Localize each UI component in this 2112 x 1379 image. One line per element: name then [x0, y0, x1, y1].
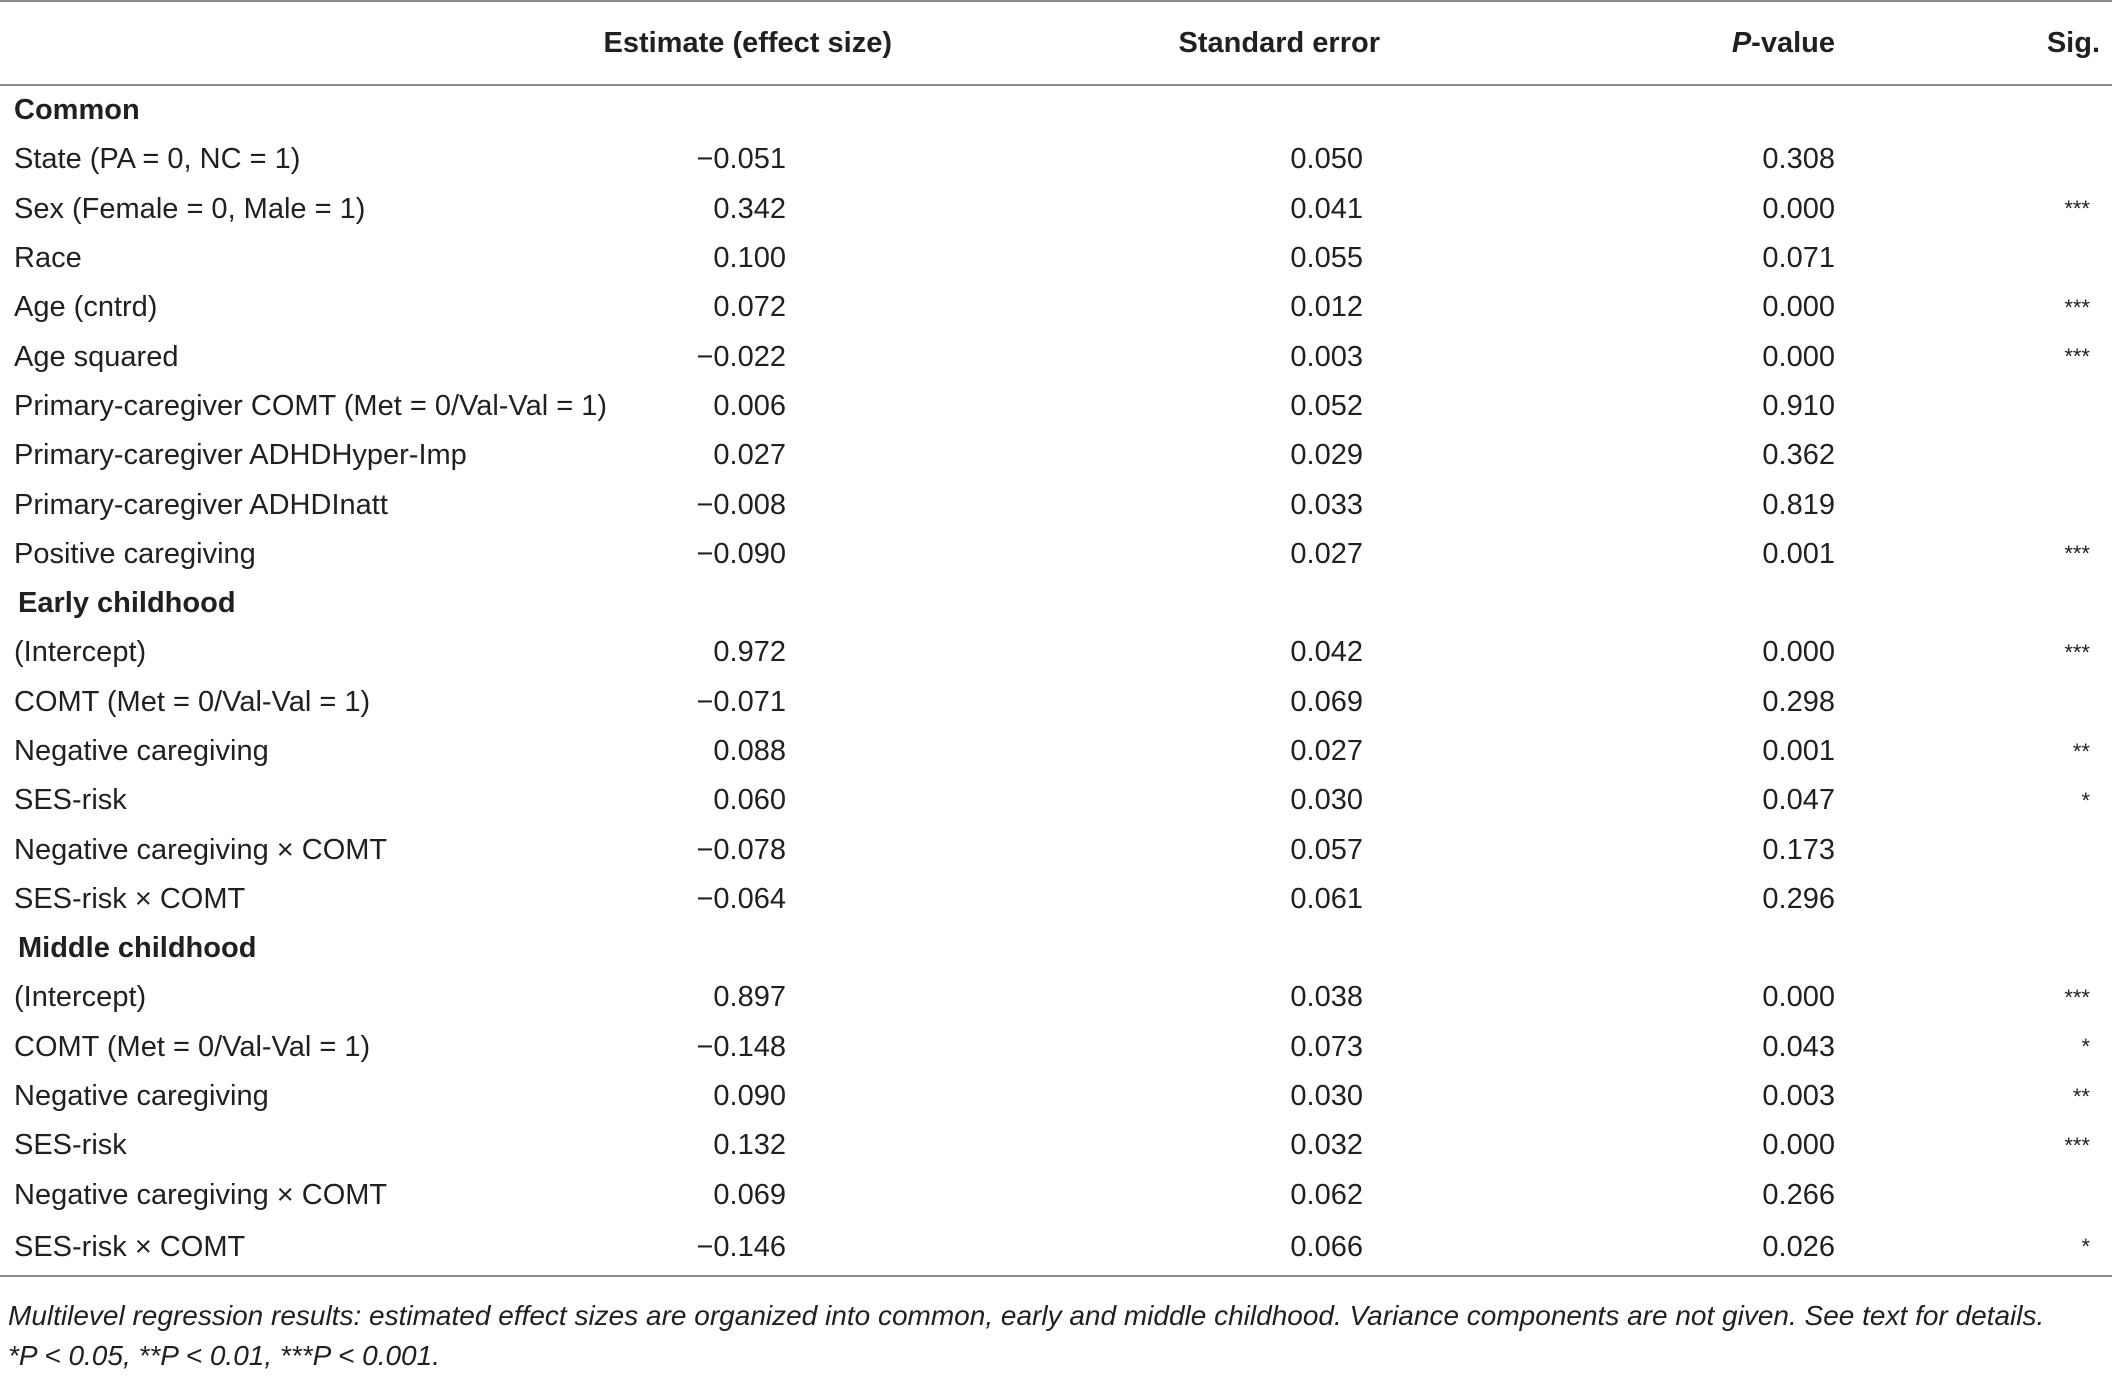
row-p-value: 0.043 — [1762, 1030, 1835, 1063]
row-standard-error: 0.027 — [1290, 735, 1363, 767]
table-row — [0, 1121, 2112, 1170]
row-estimate: 0.100 — [713, 242, 786, 275]
row-significance: *** — [2064, 984, 2090, 1010]
row-label: Negative caregiving — [14, 735, 269, 767]
row-p-value: 0.296 — [1762, 882, 1835, 915]
row-p-value: 0.266 — [1762, 1178, 1835, 1211]
row-significance — [1835, 234, 2112, 283]
row-standard-error: 0.033 — [1290, 488, 1363, 521]
table-row — [0, 727, 2112, 776]
row-significance: *** — [2064, 541, 2090, 567]
row-significance: * — [1835, 1220, 2112, 1276]
row-estimate: −0.051 — [696, 143, 786, 176]
row-p-value: 0.001 — [1762, 537, 1835, 570]
row-label: Race — [14, 242, 82, 275]
section-header-row — [0, 579, 2112, 628]
row-estimate: −0.071 — [696, 685, 786, 718]
row-estimate: −0.008 — [696, 488, 786, 521]
section-title: Middle childhood — [18, 932, 257, 965]
row-significance: *** — [2064, 1132, 2090, 1158]
row-standard-error: 0.062 — [1290, 1178, 1363, 1211]
row-p-value: 0.003 — [1762, 1080, 1835, 1113]
table-row — [0, 431, 2112, 480]
row-estimate: 0.132 — [713, 1129, 786, 1162]
table-row — [0, 628, 2112, 677]
row-significance: *** — [2064, 196, 2090, 222]
table-row — [0, 776, 2112, 825]
row-standard-error: 0.073 — [1290, 1030, 1363, 1063]
row-label: Sex (Female = 0, Male = 1) — [14, 192, 366, 225]
row-p-value: 0.173 — [1762, 833, 1835, 866]
row-estimate: −0.078 — [696, 833, 786, 866]
row-standard-error: 0.038 — [1290, 981, 1363, 1014]
row-label: Primary-caregiver COMT (Met = 0/Val-Val = 1) — [14, 389, 608, 422]
row-estimate: 0.069 — [713, 1178, 786, 1211]
row-estimate: −0.090 — [696, 537, 786, 570]
row-label: State (PA = 0, NC = 1) — [14, 143, 301, 176]
row-significance: * — [2081, 787, 2090, 813]
row-significance — [1835, 480, 2112, 529]
header-estimate: Estimate (effect size) — [600, 1, 1000, 85]
row-label: Negative caregiving × COMT — [14, 1178, 388, 1211]
row-estimate: −0.022 — [696, 340, 786, 373]
row-standard-error: 0.027 — [1290, 537, 1363, 570]
row-p-value: 0.000 — [1762, 636, 1835, 669]
table-row — [0, 678, 2112, 727]
table-row — [0, 1072, 2112, 1121]
header-p-italic: P — [1731, 26, 1752, 59]
row-significance — [1835, 875, 2112, 924]
table-row — [0, 283, 2112, 332]
table-row — [0, 825, 2112, 874]
row-significance — [1835, 678, 2112, 727]
table-row — [0, 1220, 2112, 1276]
row-standard-error: 0.041 — [1290, 192, 1363, 225]
row-label: SES-risk × COMT — [0, 1220, 600, 1276]
row-label: Age (cntrd) — [14, 291, 158, 324]
row-p-value: 0.000 — [1762, 192, 1835, 225]
row-significance — [1835, 382, 2112, 431]
row-standard-error: 0.030 — [1290, 1080, 1363, 1113]
section-title: Early childhood — [18, 587, 236, 620]
row-label: Primary-caregiver ADHDHyper-Imp — [14, 439, 467, 472]
row-estimate: 0.027 — [713, 439, 786, 472]
row-estimate: −0.148 — [696, 1030, 786, 1063]
header-standard-error: Standard error — [1000, 1, 1465, 85]
row-p-value: 0.000 — [1762, 291, 1835, 324]
row-label: Negative caregiving × COMT — [14, 833, 388, 866]
row-standard-error: 0.061 — [1290, 882, 1363, 915]
row-estimate: 0.088 — [713, 735, 786, 767]
row-label: Primary-caregiver ADHDInatt — [14, 488, 388, 521]
row-significance: ** — [2072, 1083, 2090, 1109]
row-standard-error: 0.069 — [1290, 685, 1363, 718]
table-row — [0, 530, 2112, 579]
row-significance — [1835, 431, 2112, 480]
row-p-value: 0.000 — [1762, 1129, 1835, 1162]
row-p-value: 0.000 — [1762, 340, 1835, 373]
row-estimate: 0.072 — [713, 291, 786, 324]
row-standard-error: 0.012 — [1290, 291, 1363, 324]
row-p-value: 0.308 — [1762, 143, 1835, 176]
row-estimate: 0.897 — [713, 981, 786, 1014]
table-row — [0, 1171, 2112, 1220]
section-header-row — [0, 924, 2112, 973]
table-row — [0, 480, 2112, 529]
header-p-value — [1465, 1, 1835, 85]
row-estimate: 0.006 — [713, 389, 786, 422]
row-significance — [1835, 1171, 2112, 1220]
row-label: SES-risk — [14, 1129, 127, 1162]
row-label: (Intercept) — [14, 981, 147, 1014]
row-significance: *** — [2064, 294, 2090, 320]
table-row — [0, 1023, 2112, 1072]
row-standard-error: 0.030 — [1290, 784, 1363, 817]
row-estimate: −0.064 — [696, 882, 786, 915]
row-estimate: −0.146 — [600, 1220, 1000, 1276]
table-header-row — [0, 1, 2112, 85]
row-p-value: 0.362 — [1762, 439, 1835, 472]
row-p-value: 0.001 — [1762, 735, 1835, 767]
row-standard-error: 0.042 — [1290, 636, 1363, 669]
row-label: Negative caregiving — [14, 1080, 269, 1113]
row-p-value: 0.026 — [1465, 1220, 1835, 1276]
row-label: Age squared — [14, 340, 179, 373]
row-standard-error: 0.052 — [1290, 389, 1363, 422]
row-estimate: 0.090 — [713, 1080, 786, 1113]
header-p-rest: -value — [1751, 26, 1835, 59]
row-standard-error: 0.066 — [1000, 1220, 1465, 1276]
header-label — [0, 1, 600, 85]
row-standard-error: 0.032 — [1290, 1129, 1363, 1162]
table-row — [0, 135, 2112, 184]
row-p-value: 0.071 — [1762, 242, 1835, 275]
row-significance — [1835, 135, 2112, 184]
row-significance: * — [2081, 1034, 2090, 1060]
row-label: Positive caregiving — [14, 537, 256, 570]
table-row — [0, 973, 2112, 1022]
table-row — [0, 234, 2112, 283]
table-row — [0, 875, 2112, 924]
row-estimate: 0.060 — [713, 784, 786, 817]
section-header-row — [0, 85, 2112, 135]
row-estimate: 0.342 — [713, 192, 786, 225]
row-label: COMT (Met = 0/Val-Val = 1) — [14, 685, 371, 718]
row-standard-error: 0.029 — [1290, 439, 1363, 472]
header-significance: Sig. — [1835, 1, 2112, 85]
row-standard-error: 0.055 — [1290, 242, 1363, 275]
row-standard-error: 0.057 — [1290, 833, 1363, 866]
row-label: SES-risk — [14, 784, 127, 817]
row-significance: ** — [2072, 738, 2090, 764]
row-p-value: 0.298 — [1762, 685, 1835, 718]
row-label: COMT (Met = 0/Val-Val = 1) — [14, 1030, 371, 1063]
row-p-value: 0.000 — [1762, 981, 1835, 1014]
table-footnote — [8, 1296, 2108, 1376]
row-estimate: 0.972 — [713, 636, 786, 669]
row-p-value: 0.047 — [1762, 784, 1835, 817]
row-significance: *** — [2064, 639, 2090, 665]
row-standard-error: 0.050 — [1290, 143, 1363, 176]
table-row — [0, 382, 2112, 431]
table-row — [0, 185, 2112, 234]
footnote-line-2: *P < 0.05, **P < 0.01, ***P < 0.001. — [8, 1340, 440, 1371]
row-significance: *** — [2064, 344, 2090, 370]
section-title: Common — [14, 94, 140, 127]
table-body — [0, 85, 2112, 1276]
row-p-value: 0.819 — [1762, 488, 1835, 521]
row-significance — [1835, 825, 2112, 874]
table-row — [0, 332, 2112, 381]
row-label: (Intercept) — [14, 636, 147, 669]
row-standard-error: 0.003 — [1290, 340, 1363, 373]
footnote-line-1: Multilevel regression results: estimated effect sizes are organized into common, early and middle childhood. Variance components are not given. See text for details. — [8, 1300, 2045, 1331]
row-p-value: 0.910 — [1762, 389, 1835, 422]
row-label: SES-risk × COMT — [14, 882, 246, 915]
